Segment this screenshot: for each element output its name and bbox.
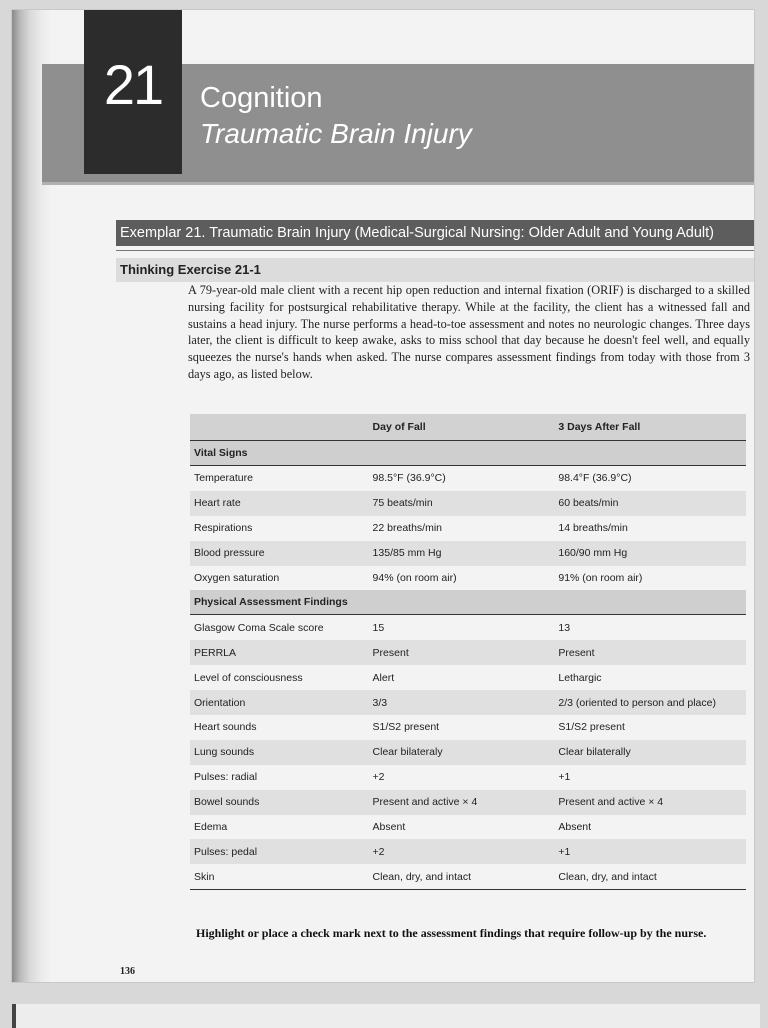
next-page-edge xyxy=(12,1004,760,1028)
table-row xyxy=(190,765,746,790)
finding-label: Edema xyxy=(190,815,369,840)
value-day-of-fall: Alert xyxy=(369,665,555,690)
finding-label: Pulses: radial xyxy=(190,765,369,790)
value-3-days-after: Clean, dry, and intact xyxy=(554,864,746,889)
exemplar-title: Exemplar 21. Traumatic Brain Injury (Medical-Surgical Nursing: Older Adult and Young Adult) xyxy=(116,220,754,246)
value-day-of-fall: 135/85 mm Hg xyxy=(369,541,555,566)
finding-label: PERRLA xyxy=(190,640,369,665)
value-day-of-fall: Present xyxy=(369,640,555,665)
chapter-subtitle: Traumatic Brain Injury xyxy=(200,118,472,149)
table-row xyxy=(190,740,746,765)
table-row xyxy=(190,615,746,640)
value-3-days-after: Clear bilaterally xyxy=(554,740,746,765)
section-label: Vital Signs xyxy=(190,441,746,466)
value-3-days-after: 91% (on room air) xyxy=(554,566,746,591)
value-3-days-after: Absent xyxy=(554,815,746,840)
scenario-paragraph: A 79-year-old male client with a recent hip open reduction and internal fixation (ORIF) is discharged to a skilled nursing facility for postsurgical rehabilitative therapy. While at the facility, the client has a witnessed fall and sustains a head injury. The nurse performs a head-to-toe assessment and notes no neurologic changes. Three days later, the client is difficult to keep awake, asks to miss school that day because he doesn't feel well, and equally squeezes the nurse's hands when asked. The nurse compares assessment findings from today with those from 3 days ago, as listed below. xyxy=(188,283,750,381)
value-3-days-after: 14 breaths/min xyxy=(554,516,746,541)
finding-label: Orientation xyxy=(190,690,369,715)
exercise-instruction: Highlight or place a check mark next to the assessment findings that require follow-up by the nurse. xyxy=(196,926,707,940)
finding-label: Glasgow Coma Scale score xyxy=(190,615,369,640)
finding-label: Blood pressure xyxy=(190,541,369,566)
chapter-title: Cognition xyxy=(200,82,323,114)
value-day-of-fall: Present and active × 4 xyxy=(369,790,555,815)
value-day-of-fall: 15 xyxy=(369,615,555,640)
table-row xyxy=(190,790,746,815)
finding-label: Pulses: pedal xyxy=(190,839,369,864)
table-row xyxy=(190,566,746,591)
value-3-days-after: 13 xyxy=(554,615,746,640)
table-row xyxy=(190,839,746,864)
value-3-days-after: 160/90 mm Hg xyxy=(554,541,746,566)
value-3-days-after: 2/3 (oriented to person and place) xyxy=(554,690,746,715)
table-section-row xyxy=(190,441,746,466)
table-row xyxy=(190,715,746,740)
value-day-of-fall: 3/3 xyxy=(369,690,555,715)
table-row xyxy=(190,815,746,840)
value-day-of-fall: +2 xyxy=(369,839,555,864)
assessment-table xyxy=(190,414,746,890)
section-label: Physical Assessment Findings xyxy=(190,590,746,615)
table-row xyxy=(190,516,746,541)
header-day-of-fall: Day of Fall xyxy=(369,414,555,441)
value-day-of-fall: Clear bilateraly xyxy=(369,740,555,765)
value-day-of-fall: 75 beats/min xyxy=(369,491,555,516)
finding-label: Oxygen saturation xyxy=(190,566,369,591)
value-3-days-after: Present xyxy=(554,640,746,665)
value-3-days-after: 60 beats/min xyxy=(554,491,746,516)
finding-label: Lung sounds xyxy=(190,740,369,765)
table-row xyxy=(190,541,746,566)
finding-label: Temperature xyxy=(190,466,369,491)
finding-label: Skin xyxy=(190,864,369,889)
exemplar-divider xyxy=(116,250,754,251)
exercise-title: Thinking Exercise 21-1 xyxy=(116,258,754,282)
table-header-row xyxy=(190,414,746,441)
value-3-days-after: Present and active × 4 xyxy=(554,790,746,815)
value-day-of-fall: 98.5°F (36.9°C) xyxy=(369,466,555,491)
value-day-of-fall: 94% (on room air) xyxy=(369,566,555,591)
value-day-of-fall: 22 breaths/min xyxy=(369,516,555,541)
finding-label: Heart sounds xyxy=(190,715,369,740)
book-page xyxy=(12,10,754,982)
finding-label: Bowel sounds xyxy=(190,790,369,815)
table-row xyxy=(190,690,746,715)
value-day-of-fall: Absent xyxy=(369,815,555,840)
table-row xyxy=(190,466,746,491)
table-row xyxy=(190,640,746,665)
value-3-days-after: +1 xyxy=(554,765,746,790)
header-3-days-after: 3 Days After Fall xyxy=(554,414,746,441)
table-row xyxy=(190,665,746,690)
value-day-of-fall: Clean, dry, and intact xyxy=(369,864,555,889)
chapter-banner-rule xyxy=(42,182,754,185)
finding-label: Level of consciousness xyxy=(190,665,369,690)
value-day-of-fall: S1/S2 present xyxy=(369,715,555,740)
value-3-days-after: Lethargic xyxy=(554,665,746,690)
finding-label: Heart rate xyxy=(190,491,369,516)
value-3-days-after: +1 xyxy=(554,839,746,864)
value-3-days-after: 98.4°F (36.9°C) xyxy=(554,466,746,491)
table-row xyxy=(190,491,746,516)
table-row xyxy=(190,864,746,889)
chapter-number: 21 xyxy=(84,10,182,174)
finding-label: Respirations xyxy=(190,516,369,541)
table-section-row xyxy=(190,590,746,615)
page-number: 136 xyxy=(120,966,135,977)
header-label-column xyxy=(190,414,369,441)
value-day-of-fall: +2 xyxy=(369,765,555,790)
value-3-days-after: S1/S2 present xyxy=(554,715,746,740)
